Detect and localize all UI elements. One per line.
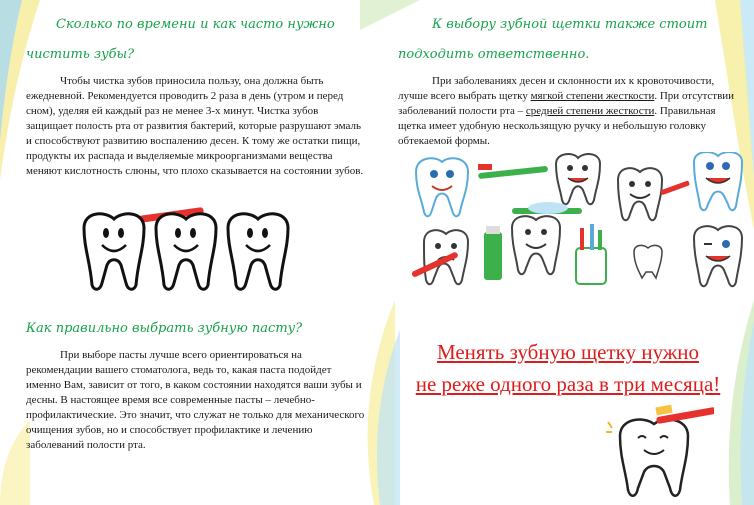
time-heading-line2: чистить зубы?	[26, 47, 135, 62]
brush-paragraph	[398, 74, 738, 149]
left-column	[26, 10, 366, 179]
brush-paragraph-c: . Правильная щетка имеет удобную нескользящую ручку и небольшую головку обтекаемой формы.	[398, 105, 716, 147]
tooth-with-brush-illustration	[604, 402, 714, 502]
time-heading	[26, 10, 366, 70]
replace-brush-note	[398, 336, 738, 400]
replace-note-line1: Менять зубную щетку нужно	[436, 340, 700, 364]
paste-paragraph-text: При выборе пасты лучше всего ориентироваться на рекомендации вашего стоматолога, ведь то, какая паста подойдет именно Вам, зависит от того, в каком состоянии находятся ваши зубы и десны. В настоящее время все современные пасты – лечебно-профилактические. Это значит, что служат не только для механического очищения зубов, но и способствует профилактике и лечению заболеваний полости рта.	[26, 349, 365, 451]
right-column	[398, 10, 738, 149]
brush-heading	[398, 10, 738, 70]
soft-bristle-term: мягкой степени жесткости	[530, 90, 655, 102]
brushing-paragraph-text: Чтобы чистка зубов приносила пользу, она должна быть ежедневной. Рекомендуется проводить 2 раза в день (утром и перед сном), уделяя ей каждый раз не менее 3-х минут. Чистка зубов защищает полость рта от развития бактерий, которые разрушают эмаль и способствуют развитию воспалению десен. К тому же остатки пищи, продукты их распада и выделяемые микроорганизмами вещества меняют кислотность слюны, что плохо сказывается на состоянии зубов.	[26, 75, 364, 177]
time-heading-line1: Сколько по времени и как часто нужно	[56, 17, 335, 32]
paste-paragraph	[26, 348, 366, 453]
teeth-collage-illustration	[408, 152, 748, 302]
brushing-paragraph	[26, 74, 366, 179]
three-teeth-illustration	[76, 203, 306, 293]
paste-section	[26, 314, 366, 453]
medium-bristle-term: средней степени жесткости	[525, 105, 655, 117]
paste-heading: Как правильно выбрать зубную пасту?	[26, 321, 303, 336]
brush-heading-line1: К выбору зубной щетки также стоит	[432, 17, 708, 32]
brush-paragraph-a: При заболеваниях десен и склонности их к кровоточивости, лучше всего выбрать щетку	[398, 75, 715, 102]
brush-heading-line2: подходить ответственно.	[398, 47, 590, 62]
replace-note-line2: не реже одного раза в три месяца!	[415, 372, 721, 396]
brush-paragraph-b: . При отсутствии заболеваний полости рта –	[398, 90, 735, 117]
